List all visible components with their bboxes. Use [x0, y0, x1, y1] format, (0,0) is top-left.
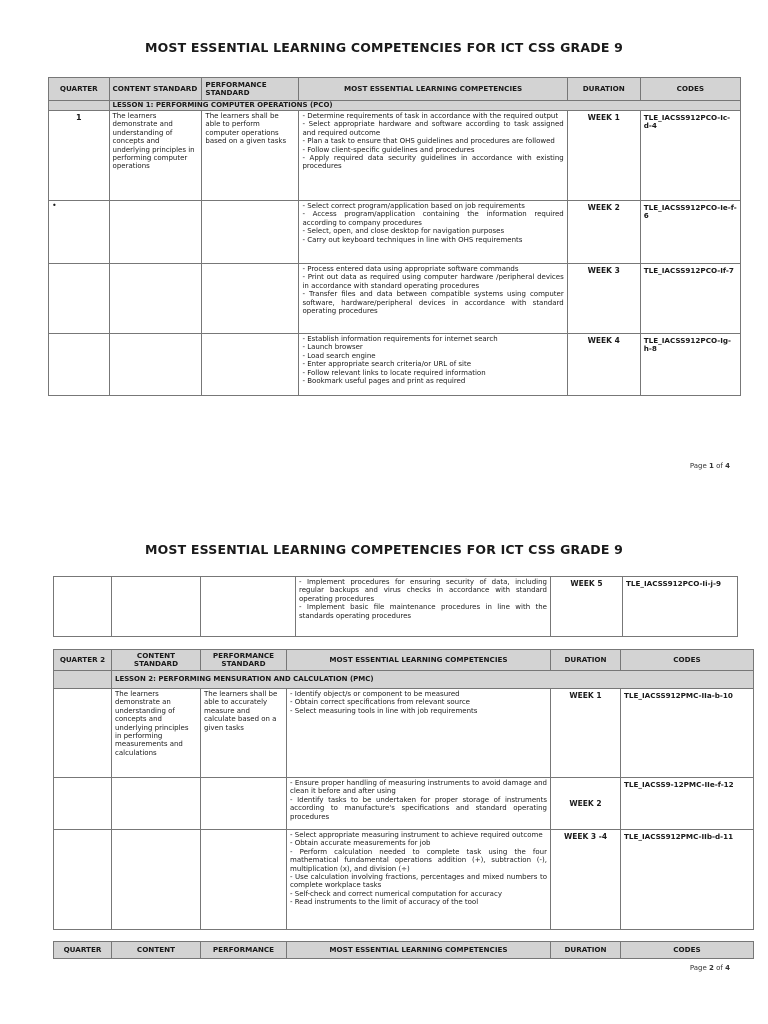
duration-cell: WEEK 4: [567, 334, 640, 396]
competency-item: - Identify object/s or component to be measured: [290, 690, 460, 698]
competency-item: - Load search engine: [302, 351, 376, 360]
content-standard-cell: The learners demonstrate and understanding of concepts and underlying principles in performing computer operations: [109, 111, 202, 201]
page2-page-number: [690, 964, 730, 972]
performance-standard-cell: The learners shall be able to perform computer operations based on a given tasks: [202, 111, 299, 201]
footer-header-row: [54, 942, 754, 959]
code-cell: TLE_IACSS9-12PMC-IIe-f-12: [621, 778, 754, 830]
code-cell: TLE_IACSS912PMC-IIa-b-10: [621, 689, 754, 778]
page2-footer-header-table: [53, 941, 754, 959]
competency-item: - Access program/application containing the information required according to company procedures: [302, 210, 564, 227]
quarter-cell: [54, 830, 112, 930]
lesson-2-heading: LESSON 2: PERFORMING MENSURATION AND CALCULATION (PMC): [112, 671, 754, 689]
duration-cell: WEEK 1: [551, 689, 621, 778]
competencies-cell: [299, 201, 567, 264]
competency-item: - Obtain accurate measurements for job: [290, 839, 431, 848]
header-performance-standard: PERFORMANCE STANDARD: [201, 650, 287, 671]
page1-header-row: [49, 78, 741, 101]
header-quarter: QUARTER 2: [54, 650, 112, 671]
page1-competency-table: [48, 77, 741, 396]
page1-page-number: [690, 462, 730, 470]
page-total: 4: [725, 462, 730, 470]
page1-title: MOST ESSENTIAL LEARNING COMPETENCIES FOR ICT CSS GRADE 9: [144, 40, 624, 55]
competency-item: - Launch browser: [302, 343, 363, 352]
competency-item: - Ensure proper handling of measuring instruments to avoid damage and clean it before and after using: [290, 779, 547, 796]
content-standard-cell: [112, 830, 201, 930]
header-content-standard: CONTENT STANDARD: [109, 78, 202, 101]
table-row: [49, 264, 741, 334]
competencies-cell: [299, 334, 567, 396]
performance-standard-cell: [201, 778, 287, 830]
competency-item: - Select, open, and close desktop for navigation purposes: [302, 227, 505, 236]
header-duration: DURATION: [567, 78, 640, 101]
content-standard-cell: [112, 778, 201, 830]
duration-cell: WEEK 3 -4: [551, 830, 621, 930]
table-row: [49, 334, 741, 396]
table-row: [54, 778, 754, 830]
competency-item: - Self-check and correct numerical computation for accuracy: [290, 889, 502, 898]
duration-cell: WEEK 2: [567, 201, 640, 264]
page2-continuation-table: [53, 576, 738, 637]
code-cell: TLE_IACSS912PCO-If-7: [640, 264, 740, 334]
competency-item: - Follow relevant links to locate required information: [302, 368, 486, 377]
duration-cell: WEEK 5: [551, 577, 623, 637]
page2-title: MOST ESSENTIAL LEARNING COMPETENCIES FOR ICT CSS GRADE 9: [144, 542, 624, 557]
header-codes: CODES: [621, 650, 754, 671]
duration-cell: WEEK 2: [551, 778, 621, 830]
header-competencies: MOST ESSENTIAL LEARNING COMPETENCIES: [287, 942, 551, 959]
competency-item: - Print out data as required using computer hardware /peripheral devices in accordance with standard operating procedures: [302, 273, 564, 290]
performance-standard-cell: [201, 577, 296, 637]
header-competencies: MOST ESSENTIAL LEARNING COMPETENCIES: [287, 650, 551, 671]
competency-item: - Plan a task to ensure that OHS guidelines and procedures are followed: [302, 137, 555, 146]
content-standard-cell: The learners demonstrate an understanding of concepts and underlying principles in performing measurements and calculations: [112, 689, 201, 778]
content-standard-cell: [109, 264, 202, 334]
competency-item: - Implement basic file maintenance procedures in line with the standards operating procedures: [299, 603, 547, 620]
header-content-standard: CONTENT STANDARD: [112, 650, 201, 671]
header-performance-standard: PERFORMANCE STANDARD: [202, 78, 299, 101]
competencies-cell: [287, 778, 551, 830]
quarter-cell: [54, 577, 112, 637]
competency-item: - Select appropriate hardware and software according to task assigned and required outcome: [302, 120, 564, 137]
performance-standard-cell: [201, 830, 287, 930]
header-quarter: QUARTER: [49, 78, 110, 101]
performance-standard-cell: [202, 264, 299, 334]
competency-item: - Identify tasks to be undertaken for proper storage of instruments according to manufacture's specifications and standard operating procedures: [290, 795, 547, 821]
page-label: Page: [689, 462, 707, 470]
competency-item: - Process entered data using appropriate software commands: [302, 265, 519, 273]
header-duration: DURATION: [551, 650, 621, 671]
competency-item: - Apply required data security guidelines in accordance with existing procedures: [302, 154, 564, 171]
quarter-cell: [54, 778, 112, 830]
page-label: Page: [689, 964, 707, 972]
quarter-cell: [54, 689, 112, 778]
page2-competency-table: [53, 649, 754, 930]
page-total: 4: [725, 964, 730, 972]
competencies-cell: [299, 111, 567, 201]
header-codes: CODES: [621, 942, 754, 959]
competency-item: - Obtain correct specifications from relevant source: [290, 698, 470, 707]
page2-header-row: [54, 650, 754, 671]
competency-item: - Perform calculation needed to complete task using the four mathematical fundamental operations addition (+), subtraction (-), multiplication (x), and division (÷): [290, 847, 547, 873]
competency-item: - Determine requirements of task in accordance with the required output: [302, 112, 559, 120]
page-current: 1: [709, 462, 714, 470]
code-cell: TLE_IACSS912PMC-IIb-d-11: [621, 830, 754, 930]
content-standard-cell: [112, 577, 201, 637]
quarter-cell: [49, 334, 110, 396]
performance-standard-cell: [202, 334, 299, 396]
header-quarter: QUARTER: [54, 942, 112, 959]
lesson-blank-cell: [49, 101, 110, 111]
performance-standard-cell: The learners shall be able to accurately measure and calculate based on a given tasks: [201, 689, 287, 778]
header-content: CONTENT: [112, 942, 201, 959]
code-cell: TLE_IACSS912PCO-Ic-d-4: [640, 111, 740, 201]
code-cell: TLE_IACSS912PCO-Ig-h-8: [640, 334, 740, 396]
header-codes: CODES: [640, 78, 740, 101]
quarter-cell: [49, 264, 110, 334]
code-cell: TLE_IACSS912PCO-Ie-f-6: [640, 201, 740, 264]
page-of: of: [716, 462, 723, 470]
competency-item: - Transfer files and data between compatible systems using computer software, hardware/peripheral devices in accordance with standard operating procedures: [302, 290, 564, 316]
competency-item: - Select measuring tools in line with job requirements: [290, 706, 478, 715]
competency-item: - Select appropriate measuring instrument to achieve required outcome: [290, 831, 543, 839]
competency-item: - Bookmark useful pages and print as required: [302, 377, 466, 386]
competency-item: - Enter appropriate search criteria/or URL of site: [302, 360, 472, 369]
competency-item: - Select correct program/application based on job requirements: [302, 202, 525, 210]
page-current: 2: [709, 964, 714, 972]
content-standard-cell: [109, 201, 202, 264]
competency-item: - Read instruments to the limit of accuracy of the tool: [290, 898, 479, 907]
quarter-cell: 1: [49, 111, 110, 201]
performance-standard-cell: [202, 201, 299, 264]
competencies-cell: [287, 830, 551, 930]
competency-item: - Carry out keyboard techniques in line with OHS requirements: [302, 235, 523, 244]
table-row: [49, 201, 741, 264]
lesson-1-heading: LESSON 1: PERFORMING COMPUTER OPERATIONS (PCO): [109, 101, 740, 111]
header-performance: PERFORMANCE: [201, 942, 287, 959]
lesson-blank-cell: [54, 671, 112, 689]
table-row: [49, 111, 741, 201]
content-standard-cell: [109, 334, 202, 396]
competencies-cell: [296, 577, 551, 637]
quarter-cell: •: [49, 201, 110, 264]
duration-cell: WEEK 3: [567, 264, 640, 334]
table-row: [54, 830, 754, 930]
competency-item: - Implement procedures for ensuring security of data, including regular backups and virus checks in accordance with standard operating procedures: [299, 578, 547, 603]
competencies-cell: [299, 264, 567, 334]
table-row: [54, 689, 754, 778]
duration-cell: WEEK 1: [567, 111, 640, 201]
table-row: [54, 577, 738, 637]
code-cell: TLE_IACSS912PCO-Ii-j-9: [623, 577, 738, 637]
competency-item: - Establish information requirements for internet search: [302, 335, 498, 343]
header-competencies: MOST ESSENTIAL LEARNING COMPETENCIES: [299, 78, 567, 101]
competencies-cell: [287, 689, 551, 778]
competency-item: - Follow client-specific guidelines and procedures: [302, 145, 475, 154]
competency-item: - Use calculation involving fractions, percentages and mixed numbers to complete workplace tasks: [290, 873, 547, 890]
page-of: of: [716, 964, 723, 972]
header-duration: DURATION: [551, 942, 621, 959]
